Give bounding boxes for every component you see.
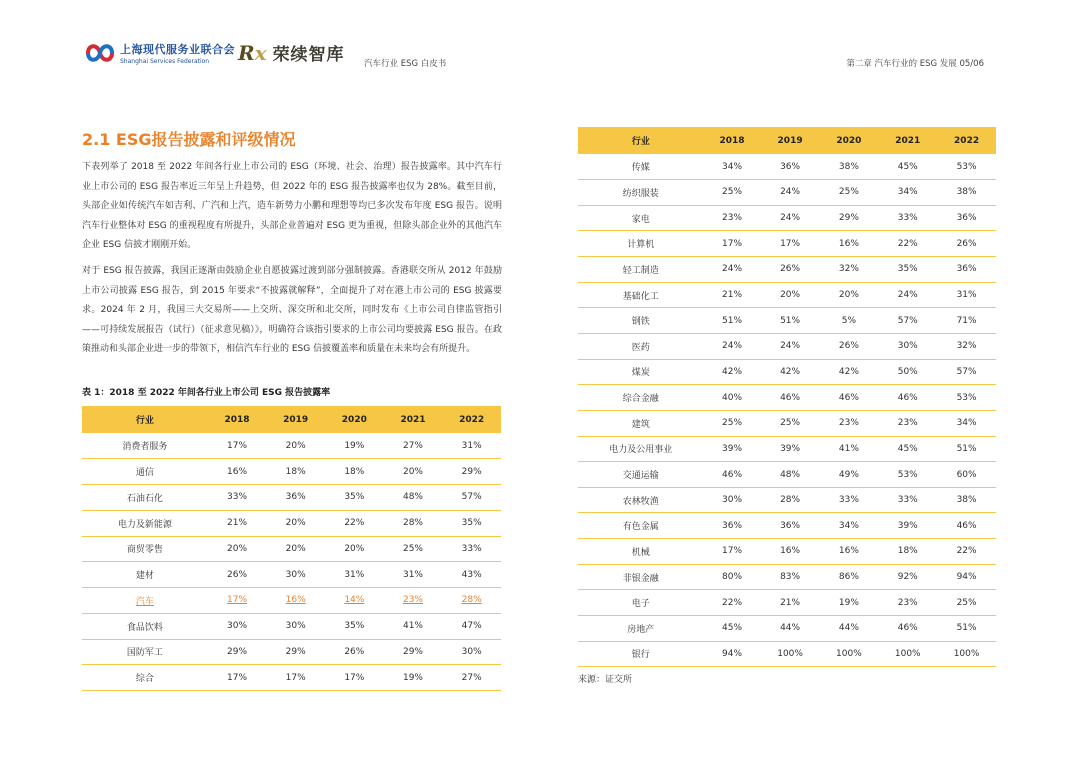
rate-cell: 18% xyxy=(878,539,937,565)
rate-cell: 36% xyxy=(761,154,820,180)
rate-cell: 35% xyxy=(442,510,501,536)
paragraph-intro: 下表列举了 2018 至 2022 年间各行业上市公司的 ESG（环境、社会、治理）报告披露率。其中汽车行业上市公司的 ESG 报告率近三年呈上升趋势，但 2022 年的 ESG 报告披露率也仅为 28%。截至目前，头部企业如传统汽车如吉利、广汽和上汽，造车新势力小鹏和理想等均已多次发布年度 ESG 报告。说明汽车行业整体对 ESG 的重视程度有所提升，头部企业普遍对 ESG 更为重视，但除头部企业外的其他汽车企业 ESG 信披才刚刚开始。 xyxy=(82,162,502,251)
rate-cell: 51% xyxy=(761,308,820,334)
rate-cell: 50% xyxy=(878,359,937,385)
rate-cell: 20% xyxy=(761,282,820,308)
rate-cell: 23% xyxy=(820,410,879,436)
rate-cell: 31% xyxy=(384,562,443,588)
rate-cell: 44% xyxy=(820,616,879,642)
rate-cell: 17% xyxy=(208,433,267,459)
industry-cell: 电力及新能源 xyxy=(82,510,208,536)
industry-cell: 房地产 xyxy=(578,616,703,642)
rate-cell: 33% xyxy=(442,536,501,562)
table-row xyxy=(578,231,996,257)
rate-cell: 24% xyxy=(703,257,760,283)
chapter-page-info: 第二章 汽车行业的 ESG 发展 05/06 xyxy=(846,59,984,69)
table-row xyxy=(578,513,996,539)
table-row xyxy=(82,665,501,691)
rate-cell: 25% xyxy=(703,180,760,206)
rate-cell: 20% xyxy=(266,433,325,459)
rate-cell: 46% xyxy=(878,385,937,411)
rate-cell: 19% xyxy=(325,433,384,459)
table-row xyxy=(578,180,996,206)
table-row xyxy=(578,590,996,616)
industry-cell: 建筑 xyxy=(578,410,703,436)
rate-cell: 25% xyxy=(384,536,443,562)
rate-cell: 34% xyxy=(703,154,760,180)
rate-cell: 39% xyxy=(703,436,760,462)
rate-cell: 32% xyxy=(937,333,996,359)
rate-cell: 22% xyxy=(703,590,760,616)
table-caption: 表 1：2018 至 2022 年间各行业上市公司 ESG 报告披露率 xyxy=(82,388,331,398)
rate-cell: 30% xyxy=(266,613,325,639)
rate-cell: 38% xyxy=(937,487,996,513)
rate-cell: 45% xyxy=(703,616,760,642)
column-header: 2018 xyxy=(703,127,760,154)
rate-cell: 45% xyxy=(878,154,937,180)
table-row xyxy=(82,613,501,639)
rate-cell: 30% xyxy=(878,333,937,359)
rate-cell: 25% xyxy=(820,180,879,206)
rate-cell: 31% xyxy=(442,433,501,459)
rate-cell: 24% xyxy=(878,282,937,308)
ssf-logo-cn: 上海现代服务业联合会 xyxy=(120,43,235,56)
rate-cell: 42% xyxy=(703,359,760,385)
rate-cell: 44% xyxy=(761,616,820,642)
rate-cell: 23% xyxy=(878,410,937,436)
rate-cell: 26% xyxy=(937,231,996,257)
industry-cell: 通信 xyxy=(82,459,208,485)
rate-cell: 28% xyxy=(384,510,443,536)
source-note: 来源：证交所 xyxy=(578,675,633,685)
table-row xyxy=(82,510,501,536)
rate-cell: 21% xyxy=(208,510,267,536)
rate-cell: 20% xyxy=(266,536,325,562)
page-header xyxy=(0,0,1080,80)
rate-cell: 46% xyxy=(761,385,820,411)
rate-cell: 34% xyxy=(878,180,937,206)
rate-cell: 16% xyxy=(820,539,879,565)
table-row xyxy=(578,539,996,565)
rate-cell: 33% xyxy=(878,487,937,513)
industry-cell: 机械 xyxy=(578,539,703,565)
paragraph-policy: 对于 ESG 报告披露，我国正逐渐由鼓励企业自愿披露过渡到部分强制披露。香港联交所从 2012 年鼓励上市公司披露 ESG 报告，到 2015 年要求“不披露就解释”，全面提升了对在港上市公司的 ESG 披露要求。2024 年 2 月，我国三大交易所——上交所、深交所和北交所，同时发布《上市公司自律监管指引——可持续发展报告（试行）（征求意见稿）》，明确符合该指引要求的上市公司均要披露 ESG 报告。在政策推动和头部企业进一步的带领下，相信汽车行业的 ESG 信披覆盖率和质量在未来均会有所提升。 xyxy=(82,266,502,355)
rate-cell: 33% xyxy=(208,485,267,511)
rate-cell: 53% xyxy=(937,154,996,180)
industry-cell: 食品饮料 xyxy=(82,613,208,639)
rate-cell: 18% xyxy=(325,459,384,485)
table-row xyxy=(578,410,996,436)
rate-cell: 24% xyxy=(703,333,760,359)
rate-cell: 19% xyxy=(384,665,443,691)
rate-cell: 31% xyxy=(937,282,996,308)
table-row xyxy=(82,639,501,665)
rate-cell: 18% xyxy=(266,459,325,485)
industry-cell: 建材 xyxy=(82,562,208,588)
rate-cell: 20% xyxy=(266,510,325,536)
column-header: 2019 xyxy=(266,406,325,433)
rate-cell: 29% xyxy=(266,639,325,665)
rate-cell: 51% xyxy=(937,436,996,462)
table-body xyxy=(82,433,501,691)
rongxu-logo-text: 荣续智库 xyxy=(272,45,345,65)
rate-cell: 48% xyxy=(761,462,820,488)
rate-cell: 17% xyxy=(325,665,384,691)
industry-cell: 家电 xyxy=(578,205,703,231)
table-row xyxy=(578,333,996,359)
industry-cell: 计算机 xyxy=(578,231,703,257)
rate-cell: 71% xyxy=(937,308,996,334)
rate-cell: 43% xyxy=(442,562,501,588)
rate-cell: 26% xyxy=(208,562,267,588)
rate-cell: 40% xyxy=(703,385,760,411)
rate-cell: 42% xyxy=(820,359,879,385)
industry-cell: 石油石化 xyxy=(82,485,208,511)
column-header: 2022 xyxy=(937,127,996,154)
rate-cell: 33% xyxy=(820,487,879,513)
rate-cell: 35% xyxy=(878,257,937,283)
rate-cell: 34% xyxy=(820,513,879,539)
rate-cell: 83% xyxy=(761,564,820,590)
rate-cell: 20% xyxy=(820,282,879,308)
rate-cell: 22% xyxy=(325,510,384,536)
rate-cell: 28% xyxy=(442,588,501,614)
rate-cell: 53% xyxy=(937,385,996,411)
industry-cell: 有色金属 xyxy=(578,513,703,539)
rate-cell: 20% xyxy=(384,459,443,485)
rate-cell: 49% xyxy=(820,462,879,488)
rate-cell: 30% xyxy=(703,487,760,513)
table-row xyxy=(578,308,996,334)
table-row xyxy=(82,536,501,562)
rate-cell: 25% xyxy=(703,410,760,436)
rate-cell: 30% xyxy=(208,613,267,639)
rate-cell: 23% xyxy=(703,205,760,231)
rate-cell: 48% xyxy=(384,485,443,511)
rate-cell: 100% xyxy=(878,641,937,667)
column-header: 2019 xyxy=(761,127,820,154)
rate-cell: 29% xyxy=(208,639,267,665)
rate-cell: 16% xyxy=(761,539,820,565)
rate-cell: 5% xyxy=(820,308,879,334)
industry-cell: 轻工制造 xyxy=(578,257,703,283)
rate-cell: 36% xyxy=(266,485,325,511)
rate-cell: 25% xyxy=(937,590,996,616)
table-row xyxy=(578,205,996,231)
ssf-logo xyxy=(84,40,235,66)
table-row xyxy=(82,562,501,588)
rate-cell: 29% xyxy=(384,639,443,665)
rate-cell: 100% xyxy=(937,641,996,667)
table-row xyxy=(578,385,996,411)
rate-cell: 26% xyxy=(820,333,879,359)
rate-cell: 17% xyxy=(761,231,820,257)
industry-cell: 传媒 xyxy=(578,154,703,180)
table-row xyxy=(578,282,996,308)
rate-cell: 22% xyxy=(878,231,937,257)
rate-cell: 41% xyxy=(820,436,879,462)
rate-cell: 100% xyxy=(820,641,879,667)
rate-cell: 16% xyxy=(266,588,325,614)
rate-cell: 36% xyxy=(937,205,996,231)
rate-cell: 28% xyxy=(761,487,820,513)
rate-cell: 34% xyxy=(937,410,996,436)
rate-cell: 20% xyxy=(325,536,384,562)
rate-cell: 29% xyxy=(820,205,879,231)
rate-cell: 45% xyxy=(878,436,937,462)
rate-cell: 21% xyxy=(761,590,820,616)
rate-cell: 30% xyxy=(266,562,325,588)
rate-cell: 36% xyxy=(761,513,820,539)
rate-cell: 57% xyxy=(442,485,501,511)
table-row xyxy=(578,462,996,488)
rate-cell: 25% xyxy=(761,410,820,436)
rate-cell: 21% xyxy=(703,282,760,308)
rate-cell: 20% xyxy=(208,536,267,562)
rate-cell: 92% xyxy=(878,564,937,590)
rate-cell: 22% xyxy=(937,539,996,565)
industry-cell: 电子 xyxy=(578,590,703,616)
report-title: 汽车行业 ESG 白皮书 xyxy=(364,59,447,69)
rate-cell: 53% xyxy=(878,462,937,488)
rate-cell: 100% xyxy=(761,641,820,667)
rate-cell: 29% xyxy=(442,459,501,485)
rate-cell: 17% xyxy=(266,665,325,691)
rate-cell: 94% xyxy=(703,641,760,667)
rate-cell: 46% xyxy=(703,462,760,488)
rate-cell: 17% xyxy=(208,588,267,614)
table-row xyxy=(578,487,996,513)
industry-cell: 基础化工 xyxy=(578,282,703,308)
table-row xyxy=(578,257,996,283)
industry-cell: 消费者服务 xyxy=(82,433,208,459)
rate-cell: 23% xyxy=(878,590,937,616)
rate-cell: 46% xyxy=(878,616,937,642)
table-body xyxy=(578,154,996,667)
ssf-logo-en: Shanghai Services Federation xyxy=(120,58,210,65)
rate-cell: 47% xyxy=(442,613,501,639)
industry-cell: 银行 xyxy=(578,641,703,667)
industry-cell: 农林牧渔 xyxy=(578,487,703,513)
rx-logo-mark-icon: Rx xyxy=(238,40,267,65)
rate-cell: 38% xyxy=(820,154,879,180)
rate-cell: 24% xyxy=(761,205,820,231)
rate-cell: 30% xyxy=(442,639,501,665)
industry-cell: 国防军工 xyxy=(82,639,208,665)
rate-cell: 36% xyxy=(703,513,760,539)
rongxu-logo xyxy=(238,40,345,65)
column-header: 2021 xyxy=(384,406,443,433)
rate-cell: 26% xyxy=(325,639,384,665)
rate-cell: 60% xyxy=(937,462,996,488)
industry-cell: 综合 xyxy=(82,665,208,691)
column-header: 2020 xyxy=(820,127,879,154)
esg-table-left xyxy=(82,406,501,691)
rate-cell: 35% xyxy=(325,485,384,511)
industry-cell: 综合金融 xyxy=(578,385,703,411)
table-row xyxy=(578,616,996,642)
table-row xyxy=(578,641,996,667)
rate-cell: 39% xyxy=(878,513,937,539)
table-row xyxy=(82,485,501,511)
industry-cell: 商贸零售 xyxy=(82,536,208,562)
rate-cell: 42% xyxy=(761,359,820,385)
rate-cell: 36% xyxy=(937,257,996,283)
column-header: 行业 xyxy=(82,406,208,433)
rate-cell: 46% xyxy=(937,513,996,539)
industry-cell: 煤炭 xyxy=(578,359,703,385)
table-row xyxy=(578,564,996,590)
rate-cell: 23% xyxy=(384,588,443,614)
table-header-row xyxy=(578,127,996,154)
table-row xyxy=(82,433,501,459)
rate-cell: 33% xyxy=(878,205,937,231)
rate-cell: 17% xyxy=(208,665,267,691)
rate-cell: 38% xyxy=(937,180,996,206)
table-header-row xyxy=(82,406,501,433)
rate-cell: 17% xyxy=(703,231,760,257)
section-title: 2.1 ESG报告披露和评级情况 xyxy=(82,130,296,149)
table-row xyxy=(82,459,501,485)
rate-cell: 14% xyxy=(325,588,384,614)
industry-cell: 钢铁 xyxy=(578,308,703,334)
ssf-logo-mark-icon xyxy=(84,40,116,66)
industry-cell: 交通运输 xyxy=(578,462,703,488)
rate-cell: 41% xyxy=(384,613,443,639)
rate-cell: 16% xyxy=(820,231,879,257)
rate-cell: 57% xyxy=(937,359,996,385)
rate-cell: 27% xyxy=(384,433,443,459)
rate-cell: 94% xyxy=(937,564,996,590)
esg-table-right xyxy=(578,127,996,667)
rate-cell: 51% xyxy=(703,308,760,334)
rate-cell: 19% xyxy=(820,590,879,616)
rate-cell: 35% xyxy=(325,613,384,639)
rate-cell: 27% xyxy=(442,665,501,691)
column-header: 行业 xyxy=(578,127,703,154)
table-row xyxy=(578,359,996,385)
rate-cell: 57% xyxy=(878,308,937,334)
rate-cell: 32% xyxy=(820,257,879,283)
rate-cell: 80% xyxy=(703,564,760,590)
industry-cell: 汽车 xyxy=(82,588,208,614)
industry-cell: 医药 xyxy=(578,333,703,359)
table-row xyxy=(82,588,501,614)
rate-cell: 31% xyxy=(325,562,384,588)
rate-cell: 46% xyxy=(820,385,879,411)
rate-cell: 16% xyxy=(208,459,267,485)
industry-cell: 非银金融 xyxy=(578,564,703,590)
rate-cell: 39% xyxy=(761,436,820,462)
industry-cell: 纺织服装 xyxy=(578,180,703,206)
column-header: 2021 xyxy=(878,127,937,154)
column-header: 2020 xyxy=(325,406,384,433)
rate-cell: 51% xyxy=(937,616,996,642)
table-row xyxy=(578,154,996,180)
rate-cell: 17% xyxy=(703,539,760,565)
rate-cell: 86% xyxy=(820,564,879,590)
table-row xyxy=(578,436,996,462)
rate-cell: 24% xyxy=(761,180,820,206)
rate-cell: 26% xyxy=(761,257,820,283)
column-header: 2018 xyxy=(208,406,267,433)
rate-cell: 24% xyxy=(761,333,820,359)
industry-cell: 电力及公用事业 xyxy=(578,436,703,462)
column-header: 2022 xyxy=(442,406,501,433)
